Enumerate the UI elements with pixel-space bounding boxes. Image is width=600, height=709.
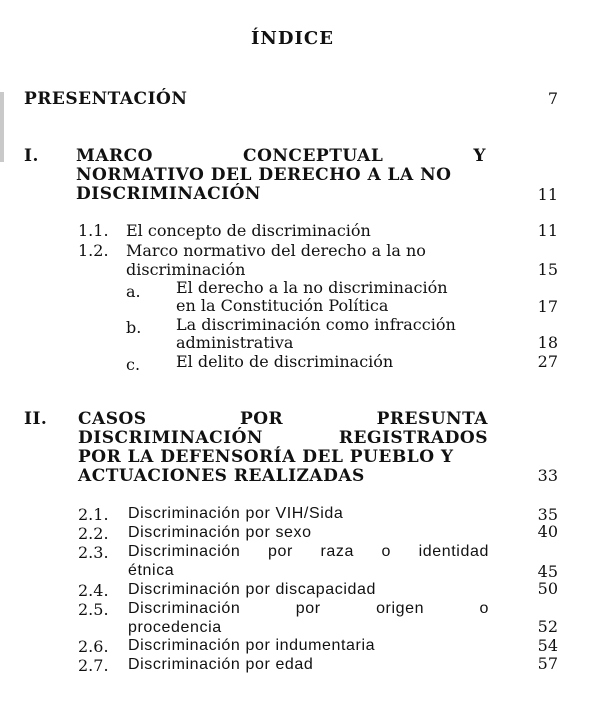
entry-text: Discriminación por VIH/Sida (128, 505, 344, 522)
entry-number: 2.5. (78, 600, 109, 619)
entry-text (128, 600, 489, 618)
entry-number: 2.4. (78, 581, 109, 600)
entry-text-continued: discriminación (126, 260, 246, 279)
entry-text: Discriminación por discapacidad (128, 581, 377, 598)
section-1-word: CONCEPTUAL (243, 146, 384, 166)
entry-number: 1.2. (78, 241, 109, 260)
section-1-page: 11 (537, 185, 558, 204)
subentry-text: El delito de discriminación (176, 352, 394, 371)
subentry-text-continued: en la Constitución Política (176, 296, 389, 315)
entry-word: Discriminación (128, 543, 241, 560)
entry-page: 11 (537, 221, 558, 240)
subentry-text: El derecho a la no discriminación (176, 278, 448, 297)
section-1-word: Y (473, 146, 486, 166)
section-2-word: DISCRIMINACIÓN (78, 428, 263, 448)
entry-number: 2.3. (78, 543, 109, 562)
subentry-page: 27 (537, 352, 558, 371)
section-2-title-line-2 (78, 428, 488, 448)
section-2-word: REGISTRADOS (338, 428, 488, 448)
entry-number: 2.6. (78, 637, 109, 656)
entry-page: 57 (537, 654, 558, 673)
section-2-page: 33 (537, 466, 558, 485)
entry-text: El concepto de discriminación (126, 221, 371, 240)
subentry-letter: a. (126, 282, 141, 301)
entry-page: 40 (537, 522, 558, 541)
entry-word: por (295, 600, 321, 617)
entry-page: 54 (537, 636, 558, 655)
entry-word: identidad (418, 543, 489, 560)
entry-word: Discriminación (128, 600, 241, 617)
subentry-page: 18 (537, 333, 558, 352)
entry-word: o (479, 600, 489, 617)
section-1-word: MARCO (76, 146, 153, 166)
presentation-page: 7 (547, 89, 558, 108)
section-2-word: PRESUNTA (376, 409, 488, 429)
section-1-title-line-2: NORMATIVO DEL DERECHO A LA NO (76, 165, 452, 185)
section-2-word: CASOS (78, 409, 147, 429)
entry-text-continued: étnica (128, 562, 175, 579)
subentry-page: 17 (537, 297, 558, 316)
entry-page: 15 (537, 260, 558, 279)
entry-word: raza (320, 543, 354, 560)
section-1-title-line-3: DISCRIMINACIÓN (76, 184, 261, 204)
page-title: ÍNDICE (251, 28, 334, 49)
section-2-title-line-1 (78, 409, 488, 429)
entry-number: 2.7. (78, 656, 109, 675)
entry-page: 35 (537, 505, 558, 524)
section-2-title-line-4: ACTUACIONES REALIZADAS (78, 466, 365, 486)
entry-number: 2.2. (78, 524, 109, 543)
subentry-letter: c. (126, 355, 141, 374)
presentation-heading: PRESENTACIÓN (24, 89, 188, 109)
subentry-text-continued: administrativa (176, 333, 294, 352)
subentry-text: La discriminación como infracción (176, 315, 456, 334)
entry-page: 50 (537, 579, 558, 598)
section-1-numeral: I. (24, 146, 39, 166)
entry-text: Discriminación por edad (128, 656, 314, 673)
entry-number: 1.1. (78, 221, 109, 240)
entry-word: por (267, 543, 293, 560)
entry-text: Discriminación por indumentaria (128, 637, 376, 654)
entry-word: origen (376, 600, 425, 617)
entry-text (128, 543, 489, 561)
section-1-title-line-1 (76, 146, 486, 166)
scan-shadow (0, 92, 4, 162)
entry-page: 52 (537, 617, 558, 636)
entry-page: 45 (537, 562, 558, 581)
entry-text: Discriminación por sexo (128, 524, 312, 541)
entry-word: o (381, 543, 392, 560)
entry-number: 2.1. (78, 505, 109, 524)
entry-text-continued: procedencia (128, 619, 222, 636)
subentry-letter: b. (126, 318, 142, 337)
section-2-word: POR (239, 409, 284, 429)
section-2-title-line-3: POR LA DEFENSORÍA DEL PUEBLO Y (78, 447, 454, 467)
section-2-numeral: II. (24, 409, 48, 429)
entry-text: Marco normativo del derecho a la no (126, 241, 426, 260)
